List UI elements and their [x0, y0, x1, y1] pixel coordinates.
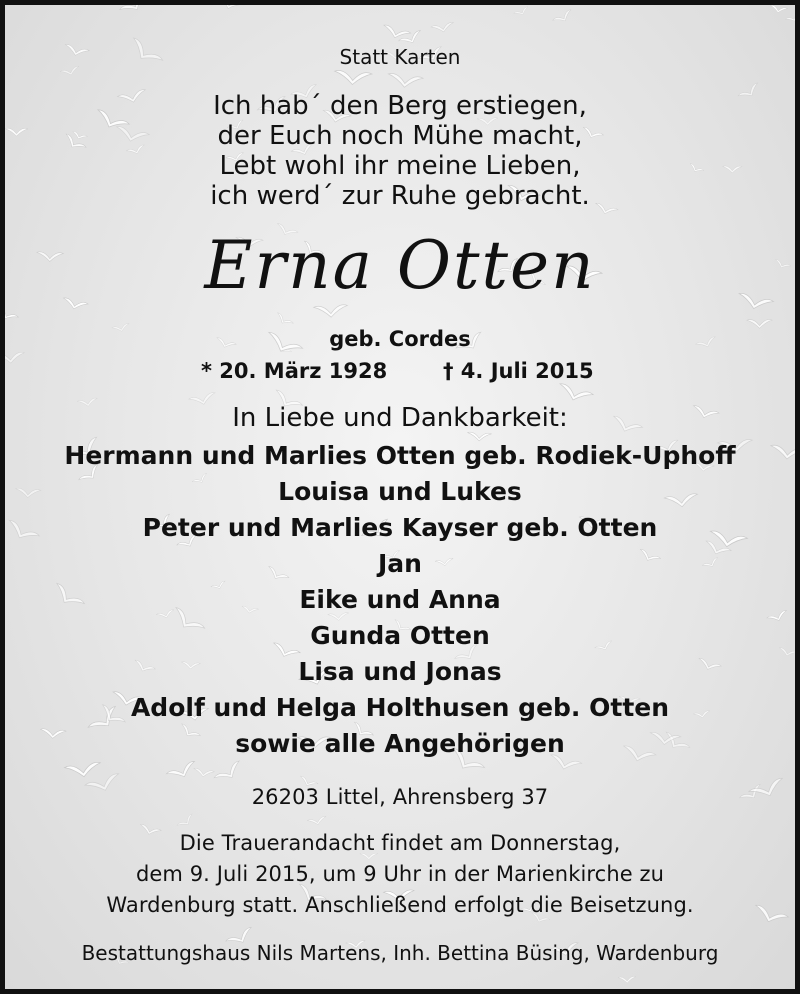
mourner-line: Hermann und Marlies Otten geb. Rodiek-Uphoff [64, 441, 736, 470]
service-line: dem 9. Juli 2015, um 9 Uhr in der Marienkirche zu [135, 862, 665, 886]
death-date: † 4. Juli 2015 [443, 359, 594, 383]
mourner-line: Louisa und Lukes [278, 477, 522, 506]
poem-line: der Euch noch Mühe macht, [217, 121, 583, 151]
mourner-line: Adolf und Helga Holthusen geb. Otten [130, 693, 670, 722]
mourner-line: Jan [378, 549, 422, 578]
funeral-home: Bestattungshaus Nils Martens, Inh. Bettina Büsing, Wardenburg [81, 941, 719, 965]
service-line: Wardenburg statt. Anschließend erfolgt die Beisetzung. [106, 893, 694, 917]
maiden-name: geb. Cordes [329, 327, 471, 351]
mourner-line: Gunda Otten [310, 621, 490, 650]
mourner-line: sowie alle Angehörigen [235, 729, 565, 758]
notice-header: Statt Karten [339, 45, 461, 69]
service-line: Die Trauerandacht findet am Donnerstag, [179, 831, 621, 855]
birth-date: * 20. März 1928 [201, 359, 388, 383]
poem-line: ich werd´ zur Ruhe gebracht. [210, 181, 590, 211]
mourner-line: Peter und Marlies Kayser geb. Otten [142, 513, 658, 542]
address: 26203 Littel, Ahrensberg 37 [251, 785, 549, 809]
poem-line: Lebt wohl ihr meine Lieben, [219, 151, 581, 181]
mourner-line: Eike und Anna [299, 585, 501, 614]
notice-text [5, 5, 795, 989]
deceased-name: Erna Otten [204, 227, 596, 304]
mourner-line: Lisa und Jonas [298, 657, 502, 686]
poem-line: Ich hab´ den Berg erstiegen, [213, 91, 587, 121]
dedication: In Liebe und Dankbarkeit: [232, 403, 568, 433]
life-dates [5, 359, 795, 389]
